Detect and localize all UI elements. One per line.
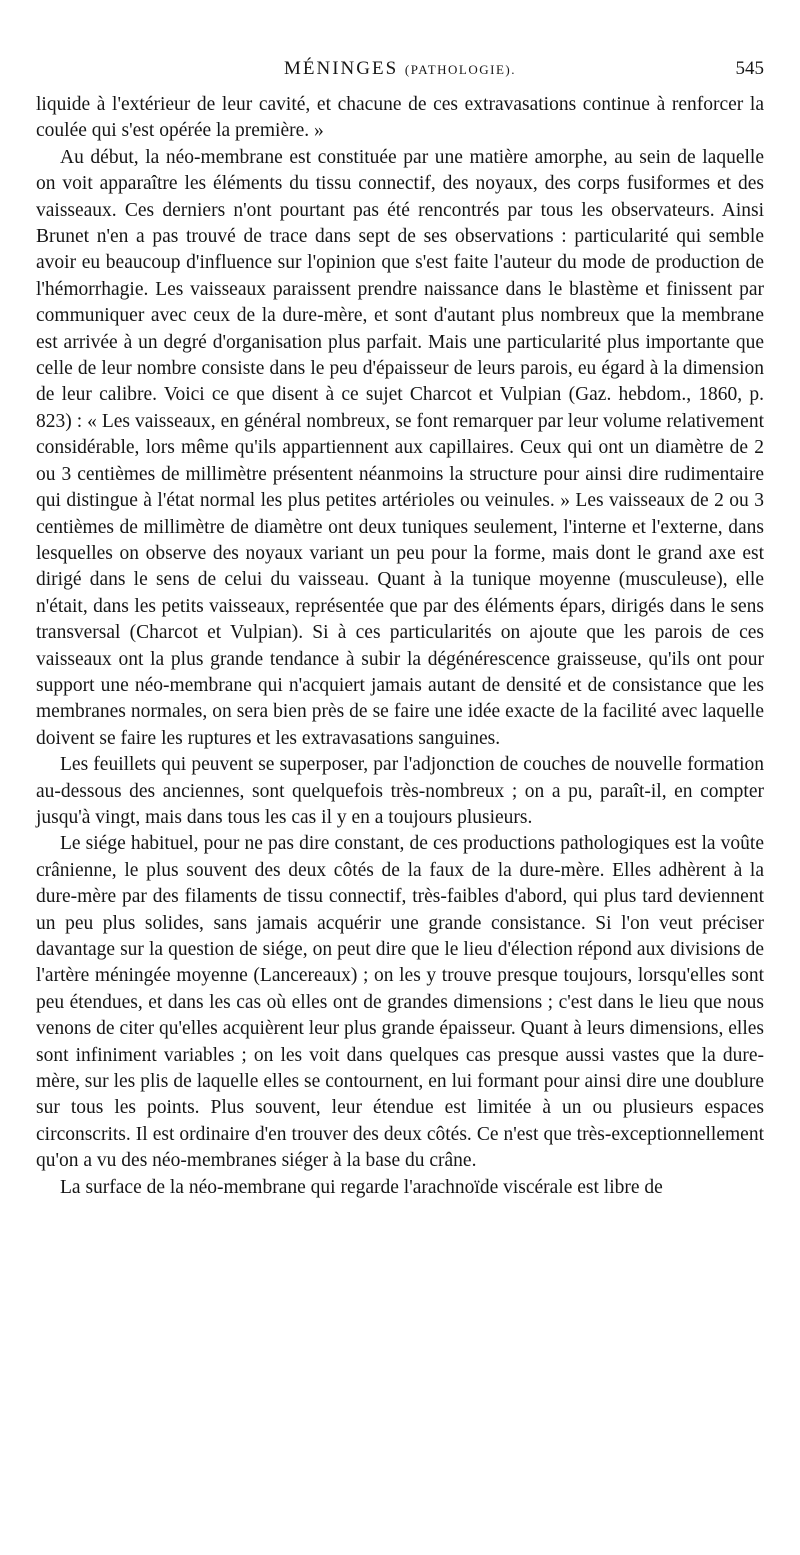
paragraph-neo-membrane-structure: Au début, la néo-membrane est constituée par une matière amorphe, au sein de laquelle on voit apparaître les éléments du tissu connectif, des noyaux, des corps fusiformes et des vaisseaux. Ces derniers n'ont pourtant pas été rencontrés par tous les observateurs. Ainsi Brunet n'en a pas trouvé de trace dans sept de ses observations : particularité qui semble avoir eu beaucoup d'influence sur l'opinion que s'est faite l'auteur du mode de production de l'hémorrhagie. Les vaisseaux paraissent prendre naissance dans le blastème et finissent par communiquer avec ceux de la dure-mère, et sont d'autant plus nombreux que la membrane est arrivée à un degré d'organisation plus parfait. Mais une particularité plus importante que celle de leur nombre consiste dans le peu d'épaisseur de leurs parois, eu égard à la dimension de leur calibre. Voici ce que disent à ce sujet Charcot et Vulpian (Gaz. hebdom., 1860, p. 823) : « Les vaisseaux, en général nombreux, se font remarquer par leur volume relativement considérable, lors même qu'ils appartiennent aux capillaires. Ceux qui ont un diamètre de 2 ou 3 centièmes de millimètre présentent néanmoins la structure pour ainsi dire rudimentaire qui distingue à l'état normal les plus petites artérioles ou veinules. » Les vaisseaux de 2 ou 3 centièmes de millimètre de diamètre ont deux tuniques seulement, l'interne et l'externe, dans lesquelles on observe des noyaux variant un peu pour la forme, mais dont le grand axe est dirigé dans le sens de celui du vaisseau. Quant à la tunique moyenne (musculeuse), elle n'était, dans les petits vaisseaux, représentée que par des éléments épars, dirigés dans le sens transversal (Charcot et Vulpian). Si à ces particularités on ajoute que les parois de ces vaisseaux ont la plus grande tendance à subir la dégénérescence graisseuse, qu'ils ont pour support une néo-membrane qui n'acquiert jamais autant de densité et de consistance que les membranes normales, on sera bien près de se faire une idée exacte de la facilité avec laquelle doivent se faire les ruptures et les extravasations sanguines. [36,146,764,749]
body-text [36,92,764,1201]
running-head-main: MÉNINGES [283,58,399,79]
paragraph-continuation: liquide à l'extérieur de leur cavité, et chacune de ces extravasations continue à renforcer la coulée qui s'est opérée la première. » [36,94,764,142]
running-head [36,0,764,92]
page-number: 545 [735,58,764,79]
paragraph-surface: La surface de la néo-membrane qui regarde l'arachnoïde viscérale est libre de [60,1176,663,1198]
running-head-subtitle: (PATHOLOGIE). [404,62,517,77]
book-page [36,0,764,1201]
running-head-title [36,58,764,80]
paragraph-feuillets: Les feuillets qui peuvent se superposer, par l'adjonction de couches de nouvelle formation au-dessous des anciennes, sont quelquefois très-nombreux ; on a pu, paraît-il, en compter jusqu'à vingt, mais dans tous les cas il y en a toujours plusieurs. [36,754,764,828]
paragraph-siege: Le siége habituel, pour ne pas dire constant, de ces productions pathologiques est la voûte crânienne, le plus souvent des deux côtés de la faux de la dure-mère. Elles adhèrent à la dure-mère par des filaments de tissu connectif, très-faibles d'abord, qui plus tard deviennent un peu plus solides, sans jamais acquérir une grande consistance. Si l'on veut préciser davantage sur la question de siége, on peut dire que le lieu d'élection répond aux divisions de l'artère méningée moyenne (Lancereaux) ; on les y trouve presque toujours, lorsqu'elles sont peu étendues, et dans les cas où elles ont de grandes dimensions ; c'est dans le lieu que nous venons de citer qu'elles acquièrent leur plus grande épaisseur. Quant à leurs dimensions, elles sont infiniment variables ; on les voit dans quelques cas presque aussi vastes que la dure-mère, sur les plis de laquelle elles se contournent, en lui formant pour ainsi dire une doublure sur tous les points. Plus souvent, leur étendue est limitée à un ou plusieurs espaces circonscrits. Il est ordinaire d'en trouver des deux côtés. Ce n'est que très-exceptionnellement qu'on a vu des néo-membranes siéger à la base du crâne. [36,833,764,1172]
